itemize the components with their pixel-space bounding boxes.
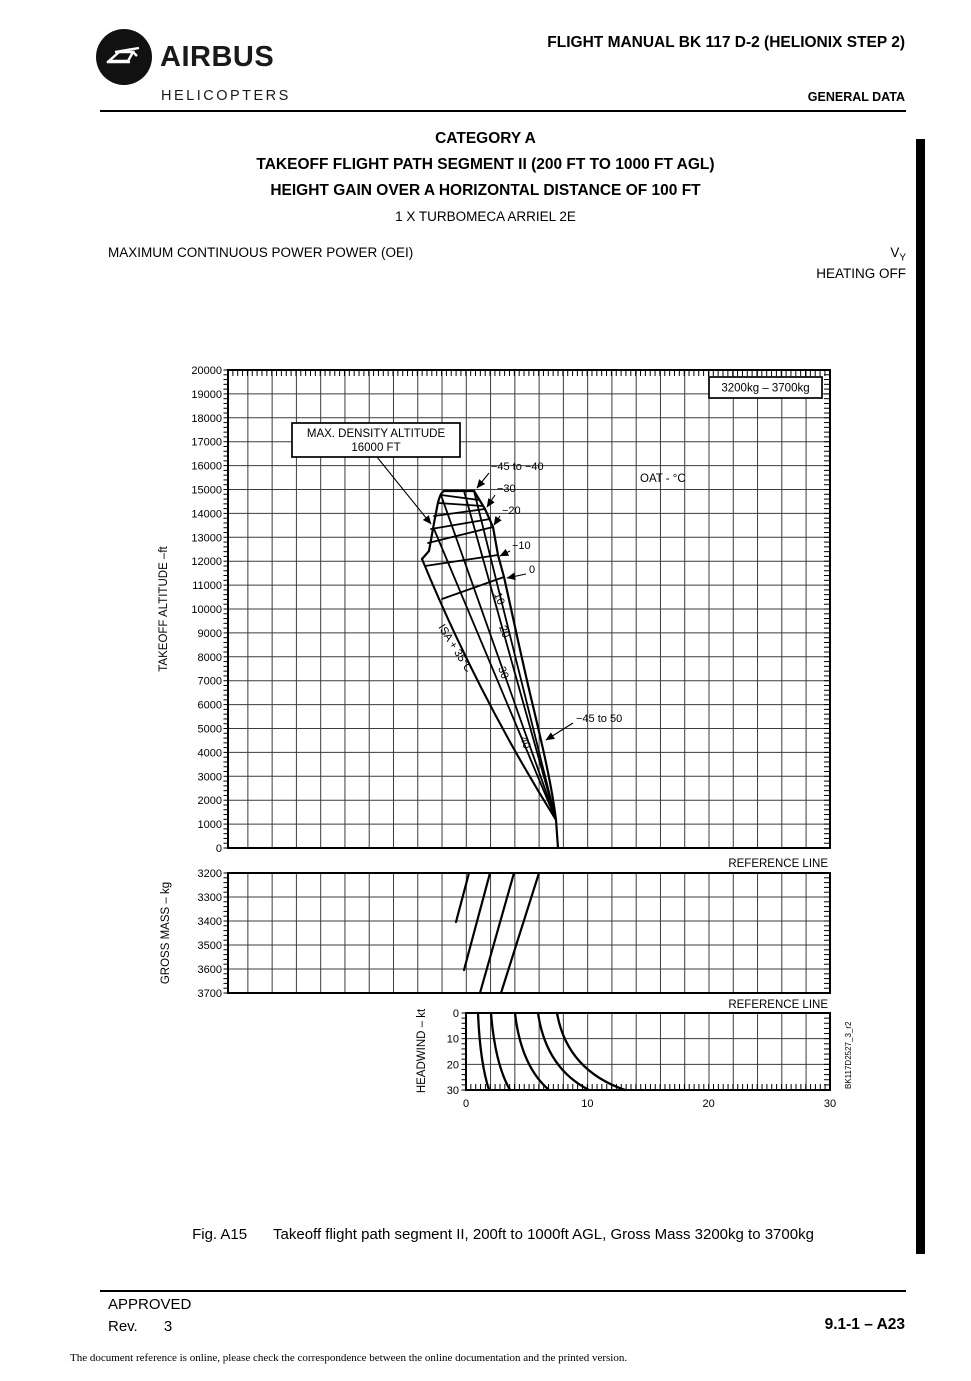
takeoff-altitude-grid-ytick: 0 xyxy=(215,843,222,855)
oat-m20-line xyxy=(428,527,493,543)
headwind-grid-ytick: 20 xyxy=(446,1059,459,1072)
oat-20-line xyxy=(464,491,556,820)
oat-m45-50-arrow xyxy=(546,723,573,740)
figure-code-label: BK117D2527_3_r2 xyxy=(844,1021,853,1089)
headwind-grid-ytick: 0 xyxy=(452,1008,459,1020)
takeoff-altitude-grid-ytick: 8000 xyxy=(197,651,222,664)
oat-label-m20: −20 xyxy=(502,505,521,517)
headwind-grid xyxy=(447,1008,836,1110)
takeoff-altitude-grid-ytick: 12000 xyxy=(191,556,222,569)
gross-mass-grid-ytick: 3600 xyxy=(197,964,222,976)
gross-mass-grid-ytick: 3700 xyxy=(197,988,222,1000)
rev-label: Rev. xyxy=(108,1318,138,1335)
fineprint: The document reference is online, please check the correspondence between the online documentation and the printed version. xyxy=(70,1352,628,1364)
y-axis-title-mass: GROSS MASS – kg xyxy=(160,881,172,985)
takeoff-altitude-grid-ytick: 5000 xyxy=(197,723,222,736)
callout-arrow xyxy=(377,457,431,524)
document-title: FLIGHT MANUAL BK 117 D-2 (HELIONIX STEP 2) xyxy=(547,34,905,51)
oat-label-0: 0 xyxy=(529,564,536,576)
headwind-curve-2 xyxy=(491,1013,510,1090)
y-axis-title-headwind: HEADWIND – kt xyxy=(416,1008,428,1094)
takeoff-altitude-grid-ytick: 1000 xyxy=(197,819,222,832)
oat-label-m45-m40: −45 to −40 xyxy=(491,461,544,473)
figure-caption xyxy=(100,1226,906,1243)
headwind-curve-1 xyxy=(478,1013,489,1090)
brand-subname: HELICOPTERS xyxy=(161,88,291,104)
gross-mass-grid-ytick: 3300 xyxy=(197,892,222,904)
approved-label: APPROVED xyxy=(108,1296,192,1313)
oat-label-m30: −30 xyxy=(497,483,516,495)
section-label: GENERAL DATA xyxy=(807,90,905,104)
oat-m25-line xyxy=(431,519,490,529)
oat-m10-arrow xyxy=(500,551,510,556)
mass-guide-4 xyxy=(501,873,539,993)
chart-title-line2: TAKEOFF FLIGHT PATH SEGMENT II (200 FT TO 1000 FT AGL) xyxy=(256,156,715,173)
headwind-grid-ytick: 30 xyxy=(446,1085,459,1098)
takeoff-altitude-grid-ytick: 13000 xyxy=(191,532,222,545)
takeoff-altitude-grid-ytick: 6000 xyxy=(197,699,222,712)
takeoff-altitude-grid-ytick: 4000 xyxy=(197,747,222,760)
headwind-grid-xtick: 0 xyxy=(462,1098,470,1110)
oat-label-m45-50: −45 to 50 xyxy=(576,713,623,725)
svg-text:MAX. DENSITY ALTITUDE: MAX. DENSITY ALTITUDE xyxy=(306,428,446,440)
mass-legend-box xyxy=(709,377,822,398)
takeoff-altitude-grid-ytick: 3000 xyxy=(197,771,222,784)
isa-plus-35-label: ISA + 35°C xyxy=(435,622,475,675)
oat-m40-line xyxy=(441,495,479,500)
takeoff-altitude-grid-ytick: 2000 xyxy=(197,795,222,808)
footer-rule xyxy=(100,1290,906,1292)
revision-row xyxy=(108,1318,172,1335)
headwind-grid-xtick: 20 xyxy=(702,1098,715,1110)
gross-mass-grid xyxy=(198,868,830,1000)
takeoff-altitude-grid-ytick: 9000 xyxy=(197,627,222,640)
takeoff-altitude-grid-ytick: 10000 xyxy=(191,604,222,616)
gross-mass-grid-ytick: 3200 xyxy=(197,868,222,880)
oat-label-30: 30 xyxy=(495,664,511,681)
headwind-grid-xtick: 10 xyxy=(581,1098,594,1110)
chart-title-line3: HEIGHT GAIN OVER A HORIZONTAL DISTANCE OF 100 FT xyxy=(270,182,701,199)
brand-name: AIRBUS xyxy=(160,40,275,73)
oat-m20-arrow xyxy=(494,516,500,525)
headwind-curve-5 xyxy=(557,1013,625,1090)
vy-speed-label: $V_Y$ xyxy=(890,245,906,264)
reference-line-label-1: REFERENCE LINE xyxy=(728,858,828,870)
oat-0-arrow xyxy=(507,574,526,578)
takeoff-altitude-grid-ytick: 17000 xyxy=(191,436,222,449)
takeoff-altitude-grid-ytick: 14000 xyxy=(191,508,222,521)
oat-unit-label: OAT - °C xyxy=(640,473,686,485)
max-density-callout xyxy=(292,423,460,457)
figure-caption-text: Takeoff flight path segment II, 200ft to 1000ft AGL, Gross Mass 3200kg to 3700kg xyxy=(273,1226,814,1243)
takeoff-altitude-grid-ytick: 19000 xyxy=(191,388,222,401)
oat-label-m10: −10 xyxy=(512,540,531,552)
page-code: 9.1-1 – A23 xyxy=(824,1316,905,1333)
engine-line: 1 X TURBOMECA ARRIEL 2E xyxy=(395,209,576,224)
heating-label: HEATING OFF xyxy=(816,266,906,281)
headwind-grid-ytick: 10 xyxy=(446,1033,459,1046)
svg-text:3200kg – 3700kg: 3200kg – 3700kg xyxy=(721,382,810,395)
takeoff-altitude-grid-ytick: 20000 xyxy=(191,365,222,377)
reference-line-label-2: REFERENCE LINE xyxy=(728,999,828,1011)
oat-label-40: 40 xyxy=(517,734,533,751)
oat-label-10: 10 xyxy=(491,590,507,607)
takeoff-altitude-grid-ytick: 18000 xyxy=(191,412,222,425)
rev-value: 3 xyxy=(163,1318,173,1335)
takeoff-altitude-grid-ytick: 15000 xyxy=(191,484,222,497)
oat-label-20: 20 xyxy=(496,623,512,640)
y-axis-title-altitude: TAKEOFF ALTITUDE –ft xyxy=(158,546,170,672)
takeoff-altitude-grid-ytick: 7000 xyxy=(197,675,222,688)
chart-title-line1: CATEGORY A xyxy=(435,130,536,147)
takeoff-altitude-grid-ytick: 16000 xyxy=(191,460,222,473)
oat-m10-line xyxy=(425,555,498,566)
svg-text:16000 FT: 16000 FT xyxy=(351,442,401,454)
headwind-curve-3 xyxy=(515,1013,549,1090)
headwind-grid-xtick: 30 xyxy=(823,1098,837,1110)
takeoff-altitude-grid-ytick: 11000 xyxy=(192,580,222,593)
gross-mass-grid-ytick: 3400 xyxy=(197,916,222,928)
gross-mass-grid-ytick: 3500 xyxy=(197,940,222,952)
oat-m45-m40-arrow xyxy=(477,473,489,488)
power-condition: MAXIMUM CONTINUOUS POWER POWER (OEI) xyxy=(108,245,414,260)
figure-number: Fig. A15 xyxy=(192,1226,248,1243)
